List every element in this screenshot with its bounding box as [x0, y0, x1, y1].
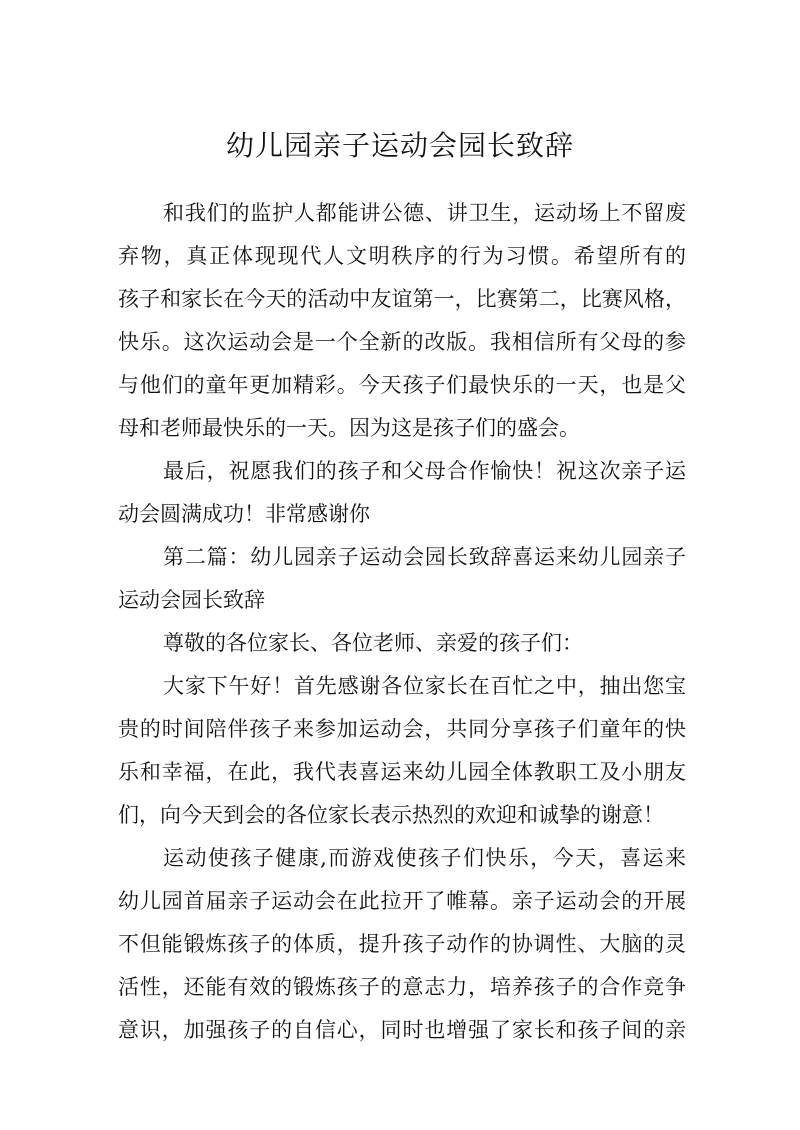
salutation-line: 尊敬的各位家长、各位老师、亲爱的孩子们： — [163, 631, 583, 655]
section-heading-line: 第二篇：幼儿园亲子运动会园长致辞喜运来幼儿园亲子 — [163, 545, 686, 569]
document-title: 幼儿园亲子运动会园长致辞 — [225, 129, 574, 162]
paragraph-line: 母和老师最快乐的一天。因为这是孩子们的盛会。 — [118, 416, 580, 440]
paragraph-line: 与他们的童年更加精彩。今天孩子们最快乐的一天，也是父 — [118, 373, 686, 397]
paragraph-line: 动会圆满成功！非常感谢你 — [118, 502, 370, 526]
paragraph-line: 意识，加强孩子的自信心，同时也增强了家长和孩子间的亲 — [118, 1018, 686, 1042]
paragraph-line: 孩子和家长在今天的活动中友谊第一，比赛第二，比赛风格， — [118, 287, 686, 311]
paragraph-line: 快乐。这次运动会是一个全新的改版。我相信所有父母的参 — [118, 330, 686, 354]
paragraph-line: 活性，还能有效的锻炼孩子的意志力，培养孩子的合作竞争 — [118, 975, 686, 999]
paragraph-line: 们，向今天到会的各位家长表示热烈的欢迎和诚挚的谢意！ — [118, 803, 664, 827]
paragraph-line: 不但能锻炼孩子的体质，提升孩子动作的协调性、大脑的灵 — [118, 932, 686, 956]
paragraph-line: 弃物，真正体现现代人文明秩序的行为习惯。希望所有的 — [118, 244, 686, 268]
paragraph-line: 贵的时间陪伴孩子来参加运动会，共同分享孩子们童年的快 — [118, 717, 686, 741]
paragraph-line: 乐和幸福，在此，我代表喜运来幼儿园全体教职工及小朋友 — [118, 760, 686, 784]
paragraph-line: 大家下午好！首先感谢各位家长在百忙之中，抽出您宝 — [163, 674, 686, 698]
paragraph-line: 幼儿园首届亲子运动会在此拉开了帷幕。亲子运动会的开展 — [118, 889, 686, 913]
section-heading-line: 运动会园长致辞 — [118, 588, 265, 612]
paragraph-line: 和我们的监护人都能讲公德、讲卫生，运动场上不留废 — [163, 201, 686, 225]
paragraph-line: 最后，祝愿我们的孩子和父母合作愉快！祝这次亲子运 — [163, 459, 686, 483]
paragraph-line: 运动使孩子健康,而游戏使孩子们快乐，今天，喜运来 — [163, 846, 686, 870]
